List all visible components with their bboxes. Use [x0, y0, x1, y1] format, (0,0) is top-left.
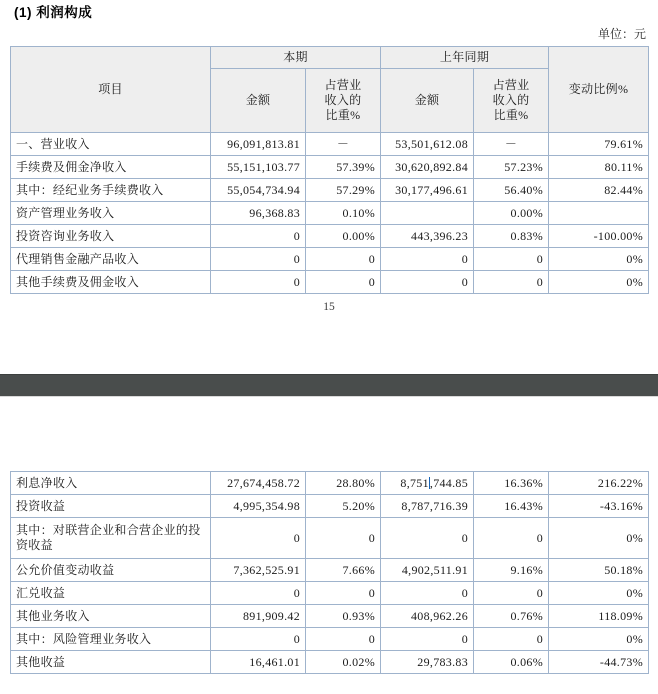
- cell-change-ratio: [549, 202, 649, 225]
- col-header-current-ratio: [306, 69, 381, 133]
- cell-prior-amount: 4,902,511.91: [381, 559, 474, 582]
- table-body-continued: [11, 472, 649, 674]
- table-row[interactable]: [11, 518, 649, 559]
- cell-text-before-caret: 8,751: [400, 475, 429, 490]
- col-header-current-period: 本期: [211, 47, 381, 69]
- cell-change-ratio: 82.44%: [549, 179, 649, 202]
- cell-item-name: 一、营业收入: [11, 133, 211, 156]
- cell-item-name: 投资咨询业务收入: [11, 225, 211, 248]
- cell-prior-amount: 30,177,496.61: [381, 179, 474, 202]
- cell-prior-ratio: 0: [474, 582, 549, 605]
- cell-prior-ratio: －: [474, 133, 549, 156]
- cell-prior-amount: [381, 202, 474, 225]
- cell-item-name: 其中：经纪业务手续费收入: [11, 179, 211, 202]
- cell-current-amount: 0: [211, 518, 306, 559]
- cell-prior-ratio: 16.36%: [474, 472, 549, 495]
- table-row[interactable]: [11, 248, 649, 271]
- cell-current-ratio: 0: [306, 248, 381, 271]
- cell-current-ratio: 57.39%: [306, 156, 381, 179]
- cell-current-amount: 27,674,458.72: [211, 472, 306, 495]
- cell-prior-amount: 29,783.83: [381, 651, 474, 674]
- cell-prior-amount: 408,962.26: [381, 605, 474, 628]
- cell-current-amount: 0: [211, 225, 306, 248]
- ratio-line-2: 收入的: [324, 93, 362, 107]
- cell-change-ratio: 79.61%: [549, 133, 649, 156]
- cell-prior-ratio: 0.00%: [474, 202, 549, 225]
- col-header-item: 项目: [11, 47, 211, 133]
- cell-current-amount: 55,054,734.94: [211, 179, 306, 202]
- cell-current-ratio: 0.00%: [306, 225, 381, 248]
- cell-prior-amount: 8,787,716.39: [381, 495, 474, 518]
- cell-current-amount: 0: [211, 582, 306, 605]
- col-header-change-ratio: 变动比例%: [549, 47, 649, 133]
- cell-prior-ratio: 0.06%: [474, 651, 549, 674]
- cell-item-name: 投资收益: [11, 495, 211, 518]
- cell-prior-amount: 0: [381, 248, 474, 271]
- table-row[interactable]: [11, 559, 649, 582]
- cell-prior-amount: 0: [381, 582, 474, 605]
- col-header-prior-amount: 金额: [381, 69, 474, 133]
- cell-prior-ratio: 0: [474, 628, 549, 651]
- cell-change-ratio: 80.11%: [549, 156, 649, 179]
- cell-change-ratio: 0%: [549, 582, 649, 605]
- cell-current-ratio: 0: [306, 628, 381, 651]
- profit-composition-table: [10, 46, 649, 294]
- col-header-prior-period: 上年同期: [381, 47, 549, 69]
- cell-item-name: 资产管理业务收入: [11, 202, 211, 225]
- ratio-line-3: 比重%: [493, 108, 529, 122]
- cell-prior-amount: [381, 472, 474, 495]
- cell-current-ratio: 0: [306, 582, 381, 605]
- cell-current-ratio: 5.20%: [306, 495, 381, 518]
- page-separator-bar: [0, 374, 658, 397]
- page-gap-bottom: [0, 397, 658, 471]
- cell-current-amount: 0: [211, 271, 306, 294]
- cell-prior-ratio: 9.16%: [474, 559, 549, 582]
- page-number: 15: [323, 301, 335, 313]
- ratio-line-3: 比重%: [325, 108, 361, 122]
- profit-composition-table-continued: [10, 471, 649, 674]
- table-row[interactable]: [11, 271, 649, 294]
- cell-item-name: 其中：对联营企业和合营企业的投资收益: [11, 518, 211, 559]
- cell-change-ratio: 0%: [549, 271, 649, 294]
- cell-item-name: 其他手续费及佣金收入: [11, 271, 211, 294]
- cell-prior-amount: 53,501,612.08: [381, 133, 474, 156]
- cell-current-amount: 96,091,813.81: [211, 133, 306, 156]
- cell-current-amount: 891,909.42: [211, 605, 306, 628]
- cell-current-amount: 4,995,354.98: [211, 495, 306, 518]
- table-row[interactable]: [11, 179, 649, 202]
- table-row[interactable]: [11, 605, 649, 628]
- cell-prior-ratio: 56.40%: [474, 179, 549, 202]
- table-row[interactable]: [11, 628, 649, 651]
- cell-change-ratio: 118.09%: [549, 605, 649, 628]
- unit-note: 单位：元: [597, 27, 646, 41]
- cell-current-ratio: 0: [306, 518, 381, 559]
- cell-current-ratio: 57.29%: [306, 179, 381, 202]
- profit-composition-table-continued-container: [0, 471, 658, 674]
- cell-prior-amount: 0: [381, 271, 474, 294]
- cell-change-ratio: -43.16%: [549, 495, 649, 518]
- page-gap-top: [0, 314, 658, 374]
- cell-item-name: 利息净收入: [11, 472, 211, 495]
- cell-prior-amount: 0: [381, 628, 474, 651]
- cell-item-name: 公允价值变动收益: [11, 559, 211, 582]
- cell-item-name: 其他收益: [11, 651, 211, 674]
- table-row[interactable]: [11, 582, 649, 605]
- ratio-line-2: 收入的: [492, 93, 530, 107]
- table-row[interactable]: [11, 495, 649, 518]
- cell-prior-ratio: 0.76%: [474, 605, 549, 628]
- ratio-line-1: 占营业: [492, 78, 530, 92]
- table-row[interactable]: [11, 156, 649, 179]
- cell-change-ratio: 0%: [549, 248, 649, 271]
- cell-prior-ratio: 57.23%: [474, 156, 549, 179]
- cell-current-ratio: 0.10%: [306, 202, 381, 225]
- cell-change-ratio: 0%: [549, 518, 649, 559]
- table-row[interactable]: [11, 202, 649, 225]
- cell-prior-amount: 443,396.23: [381, 225, 474, 248]
- ratio-line-1: 占营业: [324, 78, 362, 92]
- cell-item-name: 代理销售金融产品收入: [11, 248, 211, 271]
- cell-item-name: 其他业务收入: [11, 605, 211, 628]
- cell-current-amount: 16,461.01: [211, 651, 306, 674]
- cell-item-name: 其中：风险管理业务收入: [11, 628, 211, 651]
- table-header: [11, 47, 649, 133]
- cell-prior-ratio: 0.83%: [474, 225, 549, 248]
- col-header-current-amount: 金额: [211, 69, 306, 133]
- cell-current-ratio: 28.80%: [306, 472, 381, 495]
- cell-current-amount: 96,368.83: [211, 202, 306, 225]
- cell-prior-amount: 0: [381, 518, 474, 559]
- cell-prior-amount: 30,620,892.84: [381, 156, 474, 179]
- cell-prior-ratio: 0: [474, 518, 549, 559]
- col-header-prior-ratio: [474, 69, 549, 133]
- cell-current-ratio: 0.93%: [306, 605, 381, 628]
- cell-current-ratio: 7.66%: [306, 559, 381, 582]
- cell-current-amount: 0: [211, 248, 306, 271]
- header-row-group: [11, 47, 649, 69]
- table-body: [11, 133, 649, 294]
- table-row[interactable]: [11, 472, 649, 495]
- cell-current-amount: 7,362,525.91: [211, 559, 306, 582]
- table-row[interactable]: [11, 651, 649, 674]
- cell-current-amount: 0: [211, 628, 306, 651]
- cell-prior-ratio: 0: [474, 271, 549, 294]
- table-row[interactable]: [11, 133, 649, 156]
- cell-change-ratio: 50.18%: [549, 559, 649, 582]
- cell-item-name: 汇兑收益: [11, 582, 211, 605]
- cell-current-ratio: －: [306, 133, 381, 156]
- profit-composition-table-container: [0, 46, 658, 294]
- cell-item-name: 手续费及佣金净收入: [11, 156, 211, 179]
- page-title: (1) 利润构成: [14, 5, 93, 20]
- cell-current-ratio: 0.02%: [306, 651, 381, 674]
- cell-current-ratio: 0: [306, 271, 381, 294]
- table-row[interactable]: [11, 225, 649, 248]
- cell-text-after-caret: ,744.85: [429, 475, 468, 490]
- cell-prior-ratio: 16.43%: [474, 495, 549, 518]
- cell-change-ratio: -44.73%: [549, 651, 649, 674]
- cell-change-ratio: 216.22%: [549, 472, 649, 495]
- cell-prior-ratio: 0: [474, 248, 549, 271]
- cell-current-amount: 55,151,103.77: [211, 156, 306, 179]
- cell-change-ratio: -100.00%: [549, 225, 649, 248]
- cell-change-ratio: 0%: [549, 628, 649, 651]
